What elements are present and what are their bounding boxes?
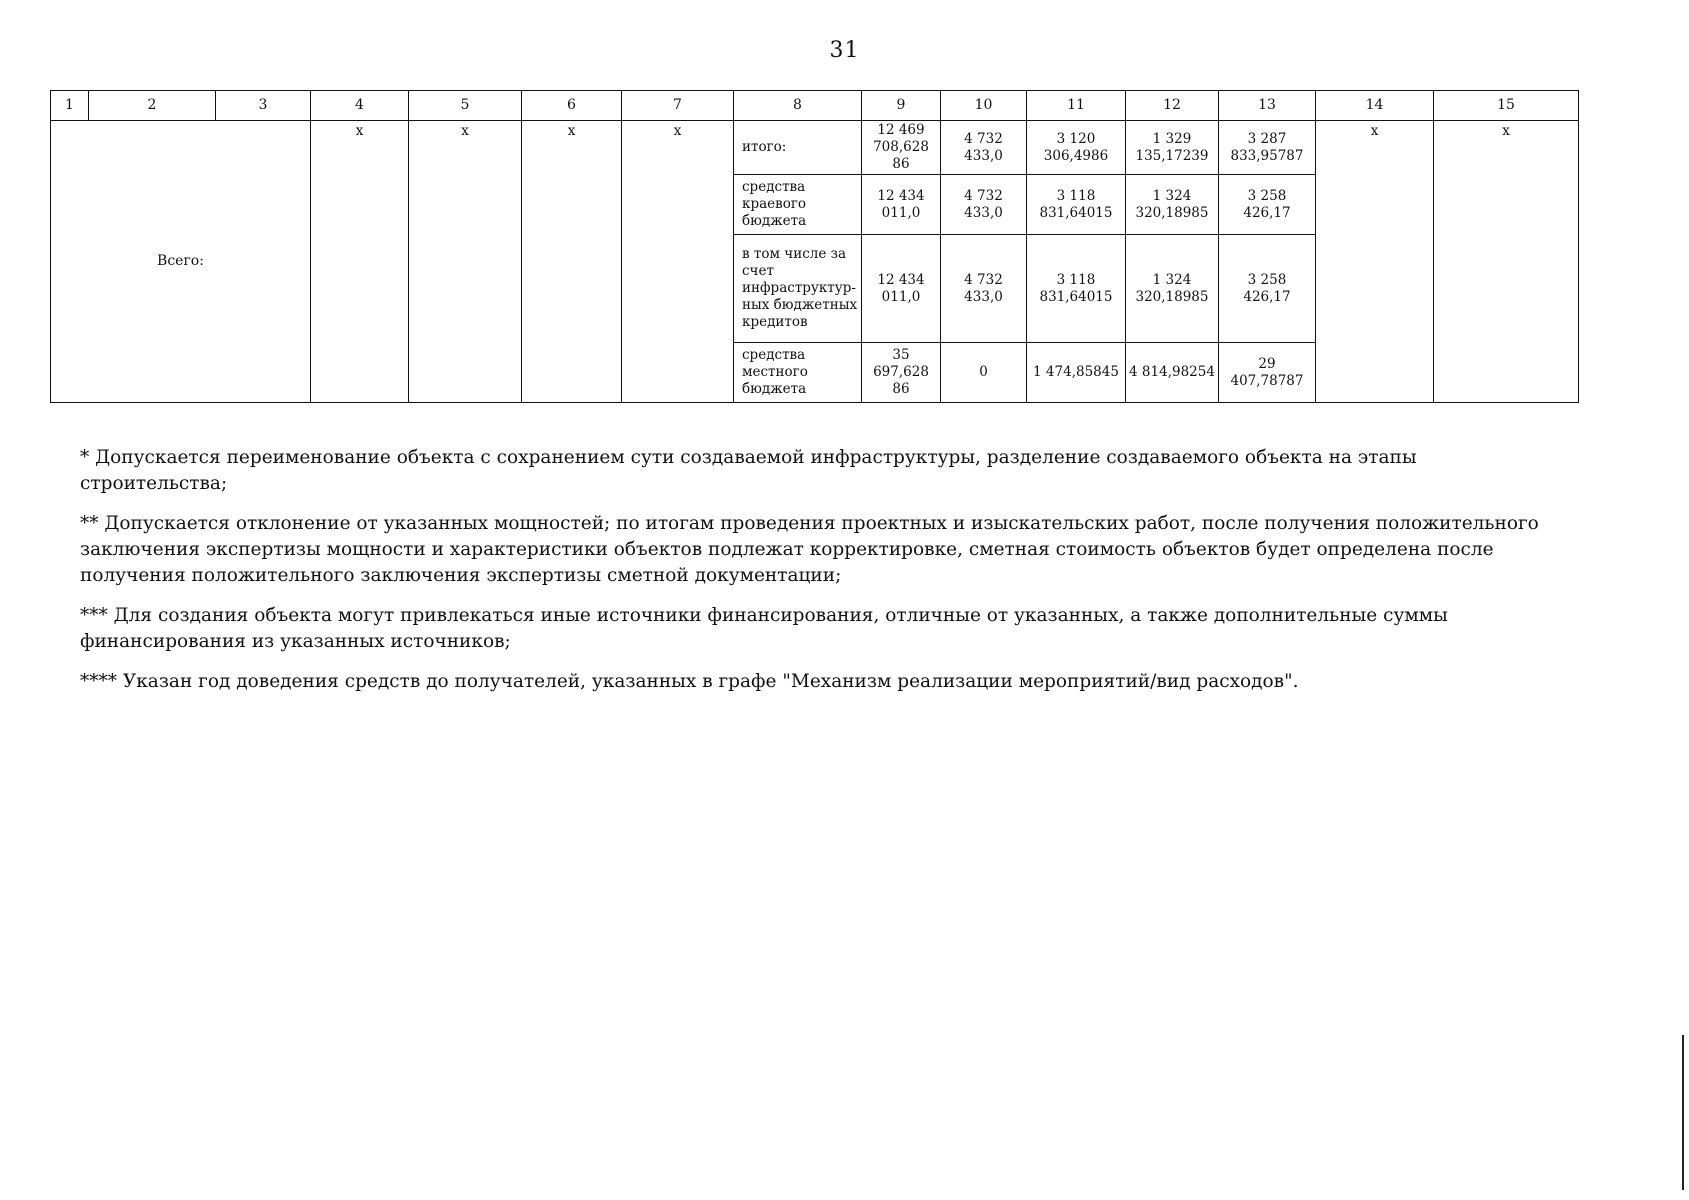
value-cell: 4 732 433,0	[941, 121, 1027, 175]
x-mark: x	[1316, 121, 1434, 403]
column-number: 9	[862, 91, 941, 121]
column-number: 7	[622, 91, 734, 121]
value-cell: 3 258 426,17	[1219, 235, 1316, 343]
value-cell: 3 118 831,64015	[1027, 235, 1126, 343]
column-number-row	[51, 91, 1579, 121]
column-number: 6	[522, 91, 622, 121]
scan-edge-line	[1682, 1035, 1684, 1190]
financing-table	[50, 90, 1579, 403]
value-cell: 3 287 833,95787	[1219, 121, 1316, 175]
value-cell: 4 732 433,0	[941, 235, 1027, 343]
page-number: 31	[829, 38, 860, 63]
value-cell: 4 732 433,0	[941, 175, 1027, 235]
value-cell: 3 258 426,17	[1219, 175, 1316, 235]
column-number: 3	[216, 91, 311, 121]
column-number: 1	[51, 91, 89, 121]
value-cell: 12 434 011,0	[862, 175, 941, 235]
column-number: 12	[1126, 91, 1219, 121]
row-label: итого:	[734, 121, 862, 175]
value-cell: 1 329 135,17239	[1126, 121, 1219, 175]
value-cell: 1 324 320,18985	[1126, 175, 1219, 235]
column-number: 4	[311, 91, 409, 121]
column-number: 10	[941, 91, 1027, 121]
value-cell: 1 474,85845	[1027, 343, 1126, 403]
value-cell: 12 469 708,628 86	[862, 121, 941, 175]
x-mark: x	[311, 121, 409, 403]
column-number: 8	[734, 91, 862, 121]
value-cell: 3 120 306,4986	[1027, 121, 1126, 175]
x-mark: x	[522, 121, 622, 403]
footnote: * Допускается переименование объекта с сохранением сути создаваемой инфраструктуры, разделение создаваемого объекта на этапы строительства;	[80, 447, 1417, 494]
footnote: **** Указан год доведения средств до получателей, указанных в графе "Механизм реализации мероприятий/вид расходов".	[80, 671, 1299, 692]
column-number: 14	[1316, 91, 1434, 121]
x-mark: x	[1434, 121, 1579, 403]
row-label: средства местного бюджета	[734, 343, 862, 403]
x-mark: x	[409, 121, 522, 403]
column-number: 5	[409, 91, 522, 121]
value-cell: 3 118 831,64015	[1027, 175, 1126, 235]
row-label: средства краевого бюджета	[734, 175, 862, 235]
table-row	[51, 121, 1579, 175]
footnotes	[80, 445, 1550, 709]
value-cell: 0	[941, 343, 1027, 403]
value-cell: 29 407,78787	[1219, 343, 1316, 403]
column-number: 11	[1027, 91, 1126, 121]
column-number: 13	[1219, 91, 1316, 121]
column-number: 2	[89, 91, 216, 121]
value-cell: 4 814,98254	[1126, 343, 1219, 403]
row-label: в том числе за счет инфраструктур-ных бюджетных кредитов	[734, 235, 862, 343]
total-label: Всего:	[51, 121, 311, 403]
value-cell: 1 324 320,18985	[1126, 235, 1219, 343]
x-mark: x	[622, 121, 734, 403]
footnote: ** Допускается отклонение от указанных мощностей; по итогам проведения проектных и изыскательских работ, после получения положительного заключения экспертизы мощности и характеристики объектов подлежат корректировке, сметная стоимость объектов будет определена после получения положительного заключения экспертизы сметной документации;	[80, 513, 1539, 586]
value-cell: 12 434 011,0	[862, 235, 941, 343]
footnote: *** Для создания объекта могут привлекаться иные источники финансирования, отличные от указанных, а также дополнительные суммы финансирования из указанных источников;	[80, 605, 1448, 652]
value-cell: 35 697,628 86	[862, 343, 941, 403]
column-number: 15	[1434, 91, 1579, 121]
